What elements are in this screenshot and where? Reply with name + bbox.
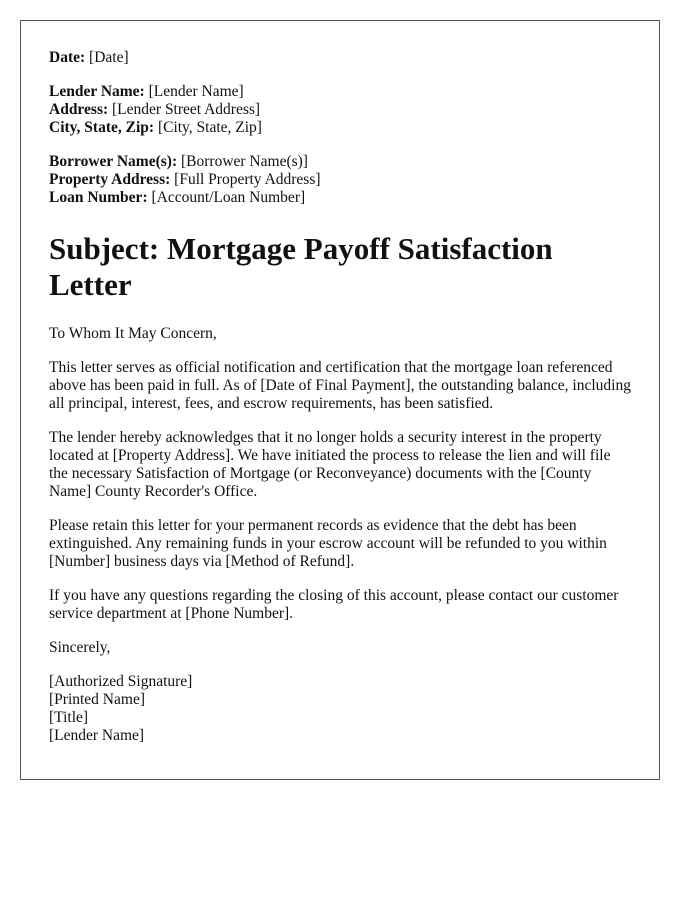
- property-address-label: Property Address:: [49, 171, 171, 188]
- loan-number-line: [49, 189, 631, 207]
- date-line: [49, 49, 631, 67]
- property-address-value: [Full Property Address]: [174, 171, 321, 188]
- borrower-name-label: Borrower Name(s):: [49, 153, 178, 170]
- date-label: Date:: [49, 49, 86, 66]
- loan-number-label: Loan Number:: [49, 189, 148, 206]
- lender-city-label: City, State, Zip:: [49, 119, 155, 136]
- letter-document: [20, 20, 660, 780]
- salutation: To Whom It May Concern,: [49, 325, 217, 342]
- lender-address-line: [49, 101, 631, 119]
- date-value: [Date]: [89, 49, 129, 66]
- subject-heading: Subject: Mortgage Payoff Satisfaction Letter: [49, 231, 553, 302]
- lender-block: [49, 83, 631, 137]
- borrower-block: [49, 153, 631, 207]
- signer-title: [Title]: [49, 709, 89, 726]
- lender-name-label: Lender Name:: [49, 83, 145, 100]
- lender-name-line: [49, 83, 631, 101]
- signer-lender-name: [Lender Name]: [49, 727, 145, 744]
- closing: Sincerely,: [49, 639, 111, 656]
- borrower-name-value: [Borrower Name(s)]: [181, 153, 308, 170]
- printed-name: [Printed Name]: [49, 691, 145, 708]
- lender-name-value: [Lender Name]: [148, 83, 244, 100]
- signature-line: [Authorized Signature]: [49, 673, 193, 690]
- signature-block: [49, 673, 631, 745]
- paragraph-lien-release: The lender hereby acknowledges that it no longer holds a security interest in the property located at [Property Address]. We have initiated the process to release the lien and will file the necessary Satisfaction of Mortgage (or Reconveyance) documents with the [County Name] County Recorder's Office.: [49, 429, 611, 500]
- paragraph-contact: If you have any questions regarding the closing of this account, please contact our customer service department at [Phone Number].: [49, 587, 619, 622]
- paragraph-records-escrow: Please retain this letter for your permanent records as evidence that the debt has been extinguished. Any remaining funds in your escrow account will be refunded to you within [Number] business days via [Method of Refund].: [49, 517, 607, 570]
- paragraph-payoff-notice: This letter serves as official notification and certification that the mortgage loan referenced above has been paid in full. As of [Date of Final Payment], the outstanding balance, including all principal, interest, fees, and escrow requirements, has been satisfied.: [49, 359, 631, 412]
- loan-number-value: [Account/Loan Number]: [151, 189, 306, 206]
- lender-city-line: [49, 119, 631, 137]
- property-address-line: [49, 171, 631, 189]
- lender-city-value: [City, State, Zip]: [157, 119, 262, 136]
- lender-address-label: Address:: [49, 101, 109, 118]
- lender-address-value: [Lender Street Address]: [112, 101, 261, 118]
- borrower-name-line: [49, 153, 631, 171]
